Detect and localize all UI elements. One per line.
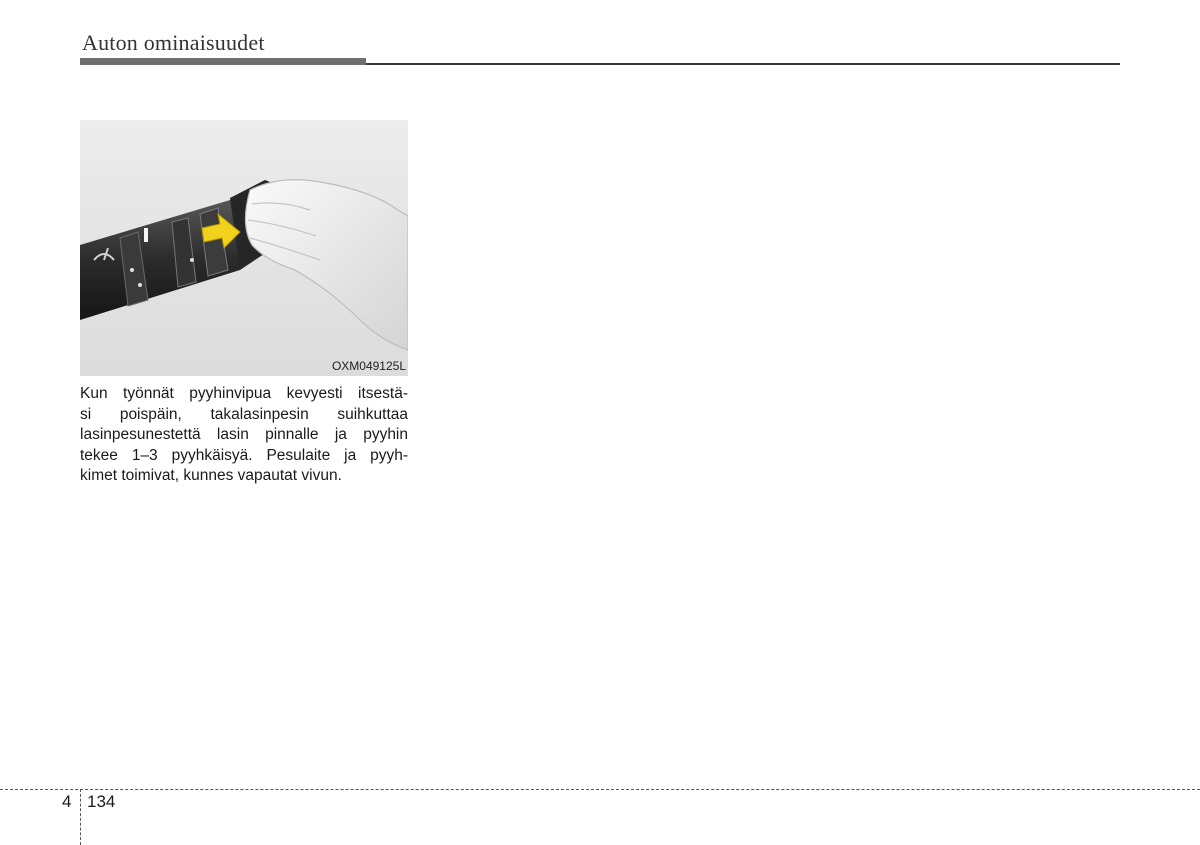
paragraph-line: kimet toimivat, kunnes vapautat vivun. [80, 467, 342, 484]
wiper-lever-drawing [80, 120, 408, 376]
footer-vertical-dashed-rule [80, 789, 81, 845]
paragraph-line: lasinpesunestettä lasin pinnalle ja pyyhin [80, 426, 408, 443]
paragraph-line: tekee 1–3 pyyhkäisyä. Pesulaite ja pyyh- [80, 446, 408, 464]
lever-mark [138, 283, 142, 287]
instruction-paragraph [80, 384, 408, 487]
footer-dashed-rule [0, 789, 1200, 790]
lever-mark [130, 268, 134, 272]
lever-indicator [144, 228, 148, 242]
chapter-number: 4 [62, 792, 72, 811]
wiper-lever-illustration [80, 120, 408, 376]
header-rule-thin [366, 63, 1120, 65]
page-number: 134 [87, 792, 116, 811]
page-header-title: Auton ominaisuudet [82, 30, 265, 55]
paragraph-line: Kun työnnät pyyhinvipua kevyesti itsestä- [80, 385, 408, 402]
paragraph-line: si poispäin, takalasinpesin suihkuttaa [80, 405, 408, 423]
figure-code: OXM049125L [331, 359, 406, 373]
lever-mark [190, 258, 194, 262]
header-rule-thick [80, 58, 366, 65]
